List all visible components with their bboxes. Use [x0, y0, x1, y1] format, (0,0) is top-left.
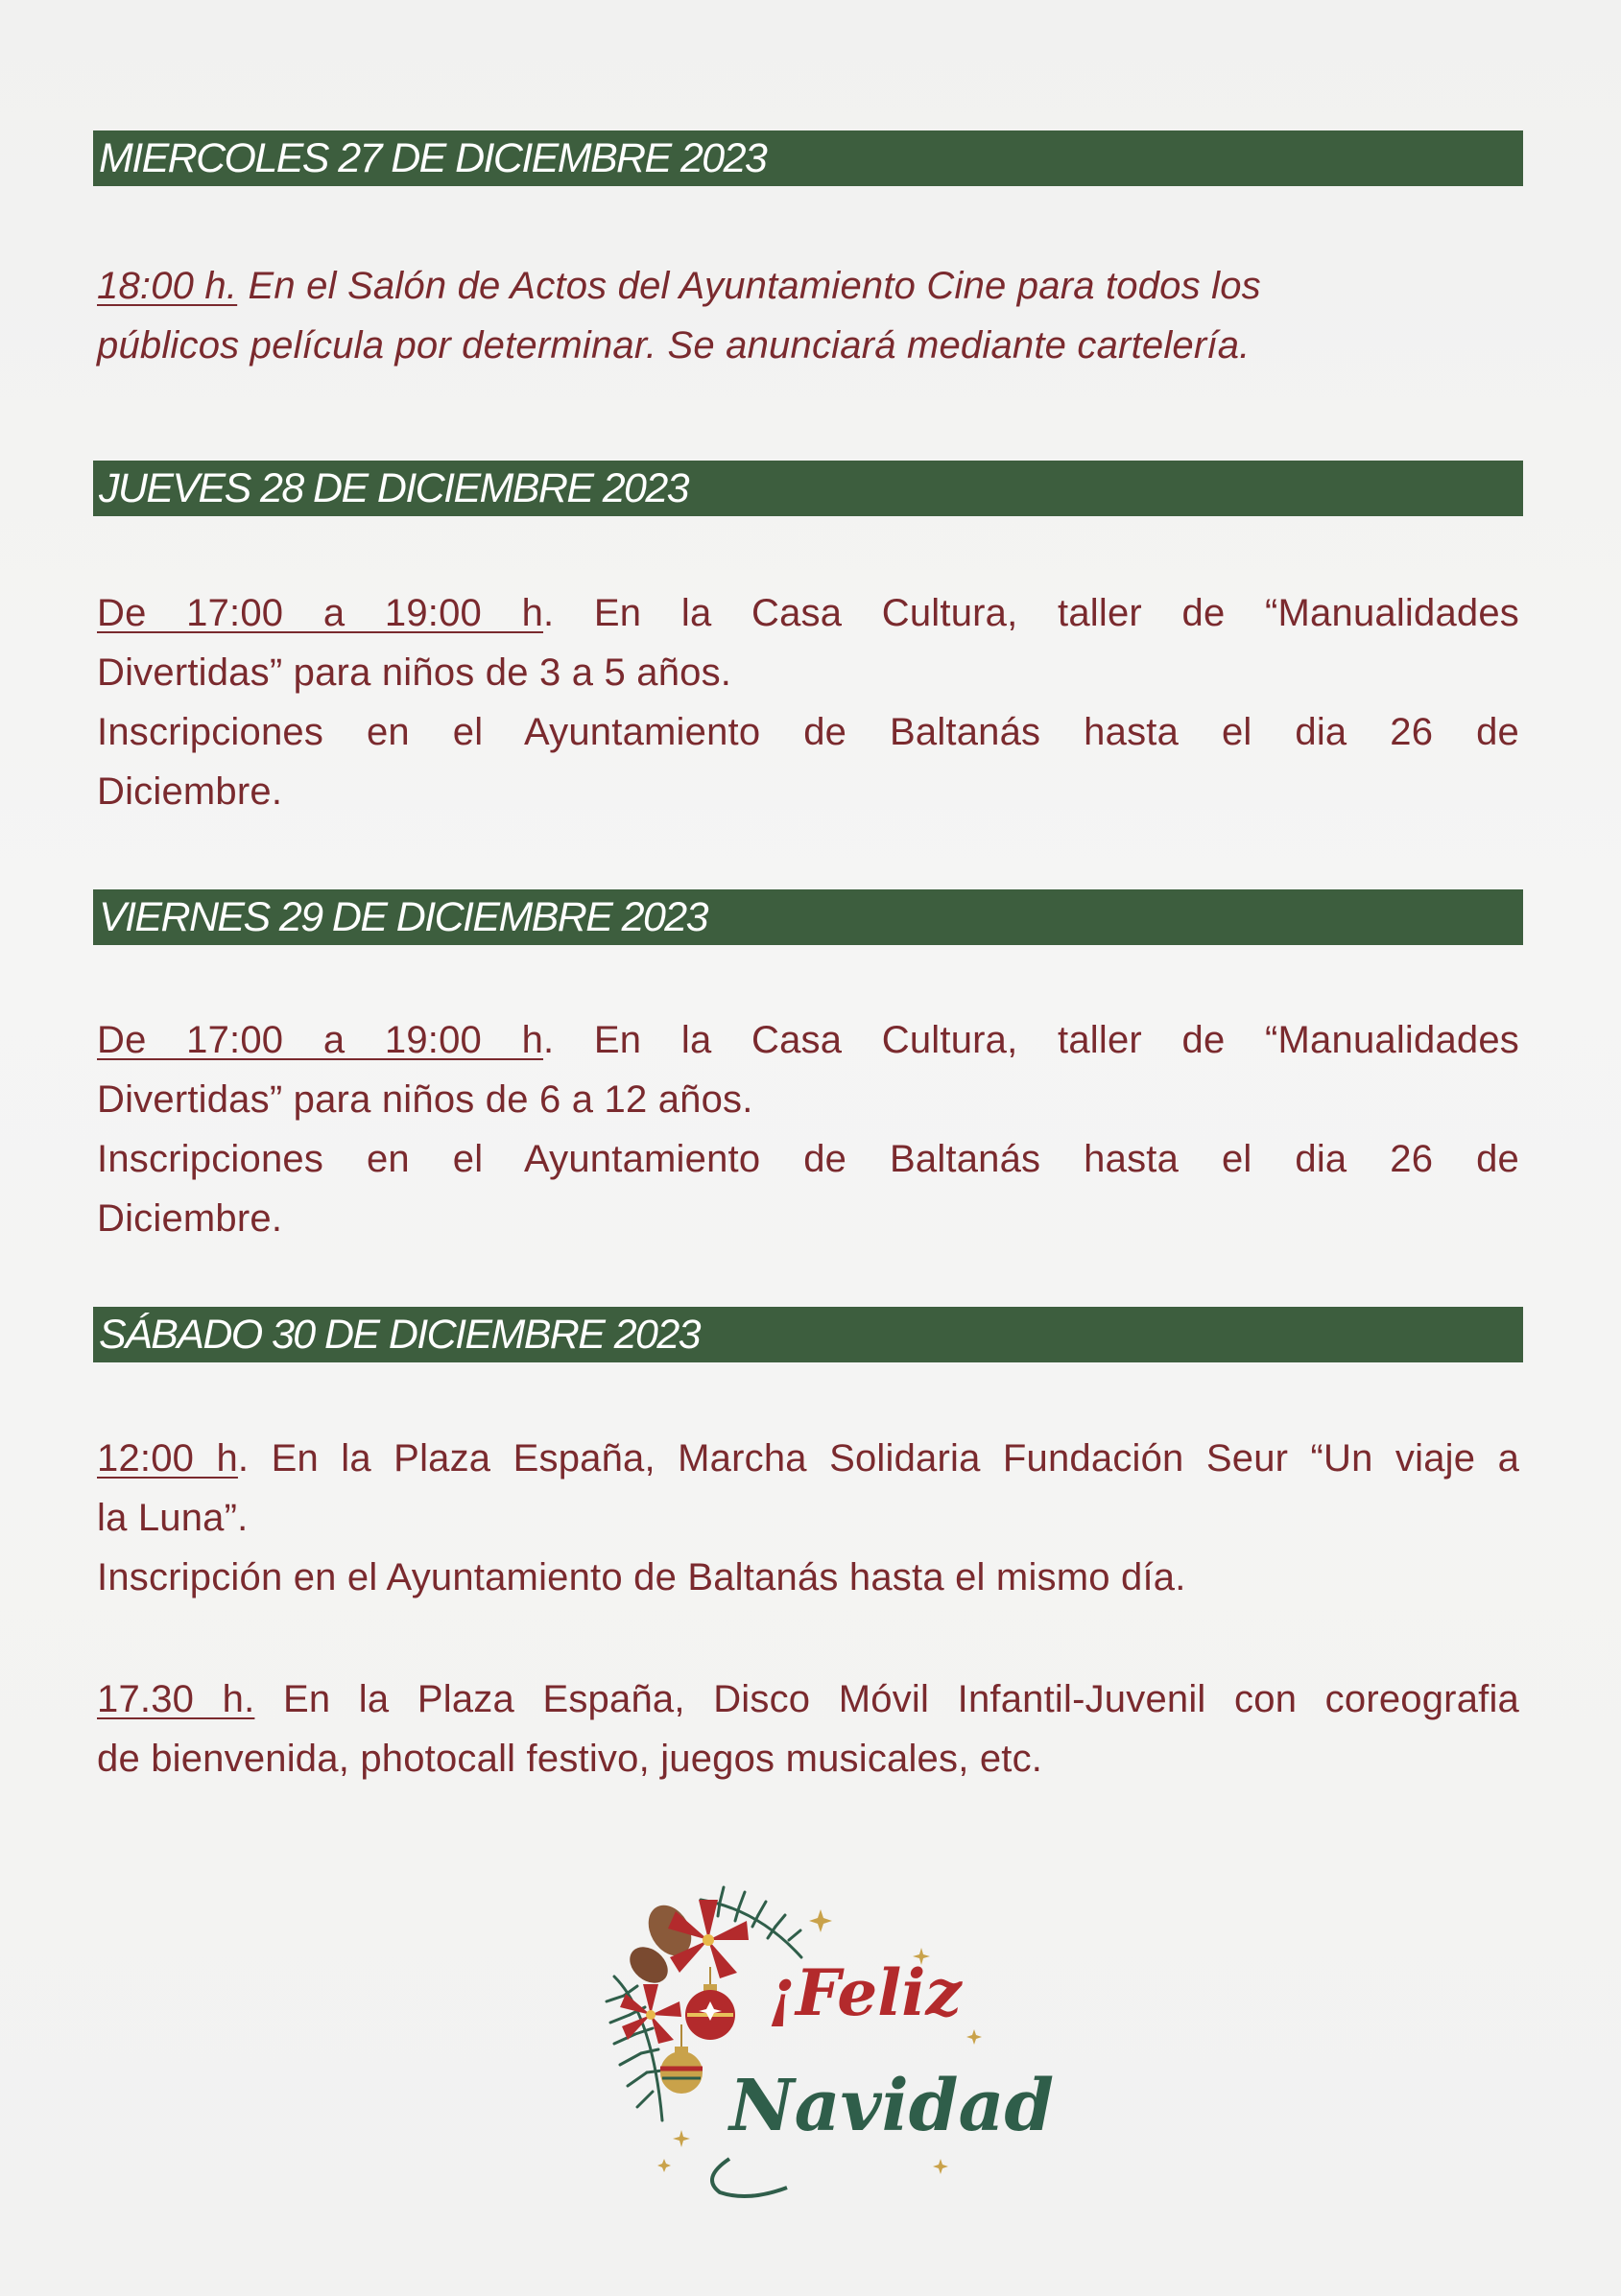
event-line: Inscripciones en el Ayuntamiento de Baltanás hasta el dia 26 de	[97, 1138, 1519, 1180]
event-text: . En la Casa Cultura, taller de “Manualidades	[543, 592, 1519, 634]
event-line	[97, 256, 1519, 316]
event-line	[97, 1429, 1519, 1488]
event-friday-workshop	[97, 1010, 1519, 1248]
event-line	[97, 583, 1519, 643]
day-header-thursday: JUEVES 28 DE DICIEMBRE 2023	[93, 461, 1523, 516]
event-time: 17.30 h.	[97, 1678, 255, 1720]
event-line	[97, 1669, 1519, 1729]
greeting-line1: ¡Feliz	[768, 1955, 962, 2030]
event-text: . En la Casa Cultura, taller de “Manualidades	[543, 1019, 1519, 1061]
pine-cone-icon	[623, 1898, 700, 1991]
event-text: . En la Plaza España, Marcha Solidaria Fundación Seur “Un viaje a	[237, 1437, 1520, 1479]
day-header-wednesday: MIERCOLES 27 DE DICIEMBRE 2023	[93, 130, 1523, 186]
event-line: la Luna”.	[97, 1497, 249, 1539]
event-line: de bienvenida, photocall festivo, juegos musicales, etc.	[97, 1738, 1043, 1780]
event-line: Divertidas” para niños de 3 a 5 años.	[97, 651, 732, 694]
event-time: De 17:00 a 19:00 h	[97, 592, 544, 634]
ornament-icon	[660, 1967, 735, 2094]
event-text: En el Salón de Actos del Ayuntamiento Cine para todos los	[237, 265, 1261, 307]
greeting-line2: Navidad	[729, 2065, 1055, 2147]
event-line	[97, 1010, 1519, 1070]
feliz-navidad-logo	[595, 1871, 1055, 2207]
event-line: Inscripciones en el Ayuntamiento de Baltanás hasta el dia 26 de	[97, 711, 1519, 753]
event-time: De 17:00 a 19:00 h	[97, 1019, 544, 1061]
event-line: públicos película por determinar. Se anunciará mediante cartelería.	[97, 324, 1251, 367]
event-line: Inscripción en el Ayuntamiento de Baltanás hasta el mismo día.	[97, 1556, 1186, 1598]
day-header-saturday: SÁBADO 30 DE DICIEMBRE 2023	[93, 1307, 1523, 1362]
event-time: 12:00 h	[97, 1437, 238, 1479]
day-header-friday: VIERNES 29 DE DICIEMBRE 2023	[93, 889, 1523, 945]
event-line: Divertidas” para niños de 6 a 12 años.	[97, 1078, 753, 1121]
event-line: Diciembre.	[97, 770, 283, 813]
flourish-icon	[712, 2159, 787, 2196]
event-saturday-march	[97, 1429, 1519, 1607]
event-thursday-workshop	[97, 583, 1519, 821]
event-line: Diciembre.	[97, 1197, 283, 1240]
event-time: 18:00 h.	[97, 265, 238, 307]
event-text: En la Plaza España, Disco Móvil Infantil-Juvenil con coreografia	[254, 1678, 1519, 1720]
event-saturday-disco	[97, 1669, 1519, 1788]
event-wednesday-cinema	[97, 256, 1519, 375]
